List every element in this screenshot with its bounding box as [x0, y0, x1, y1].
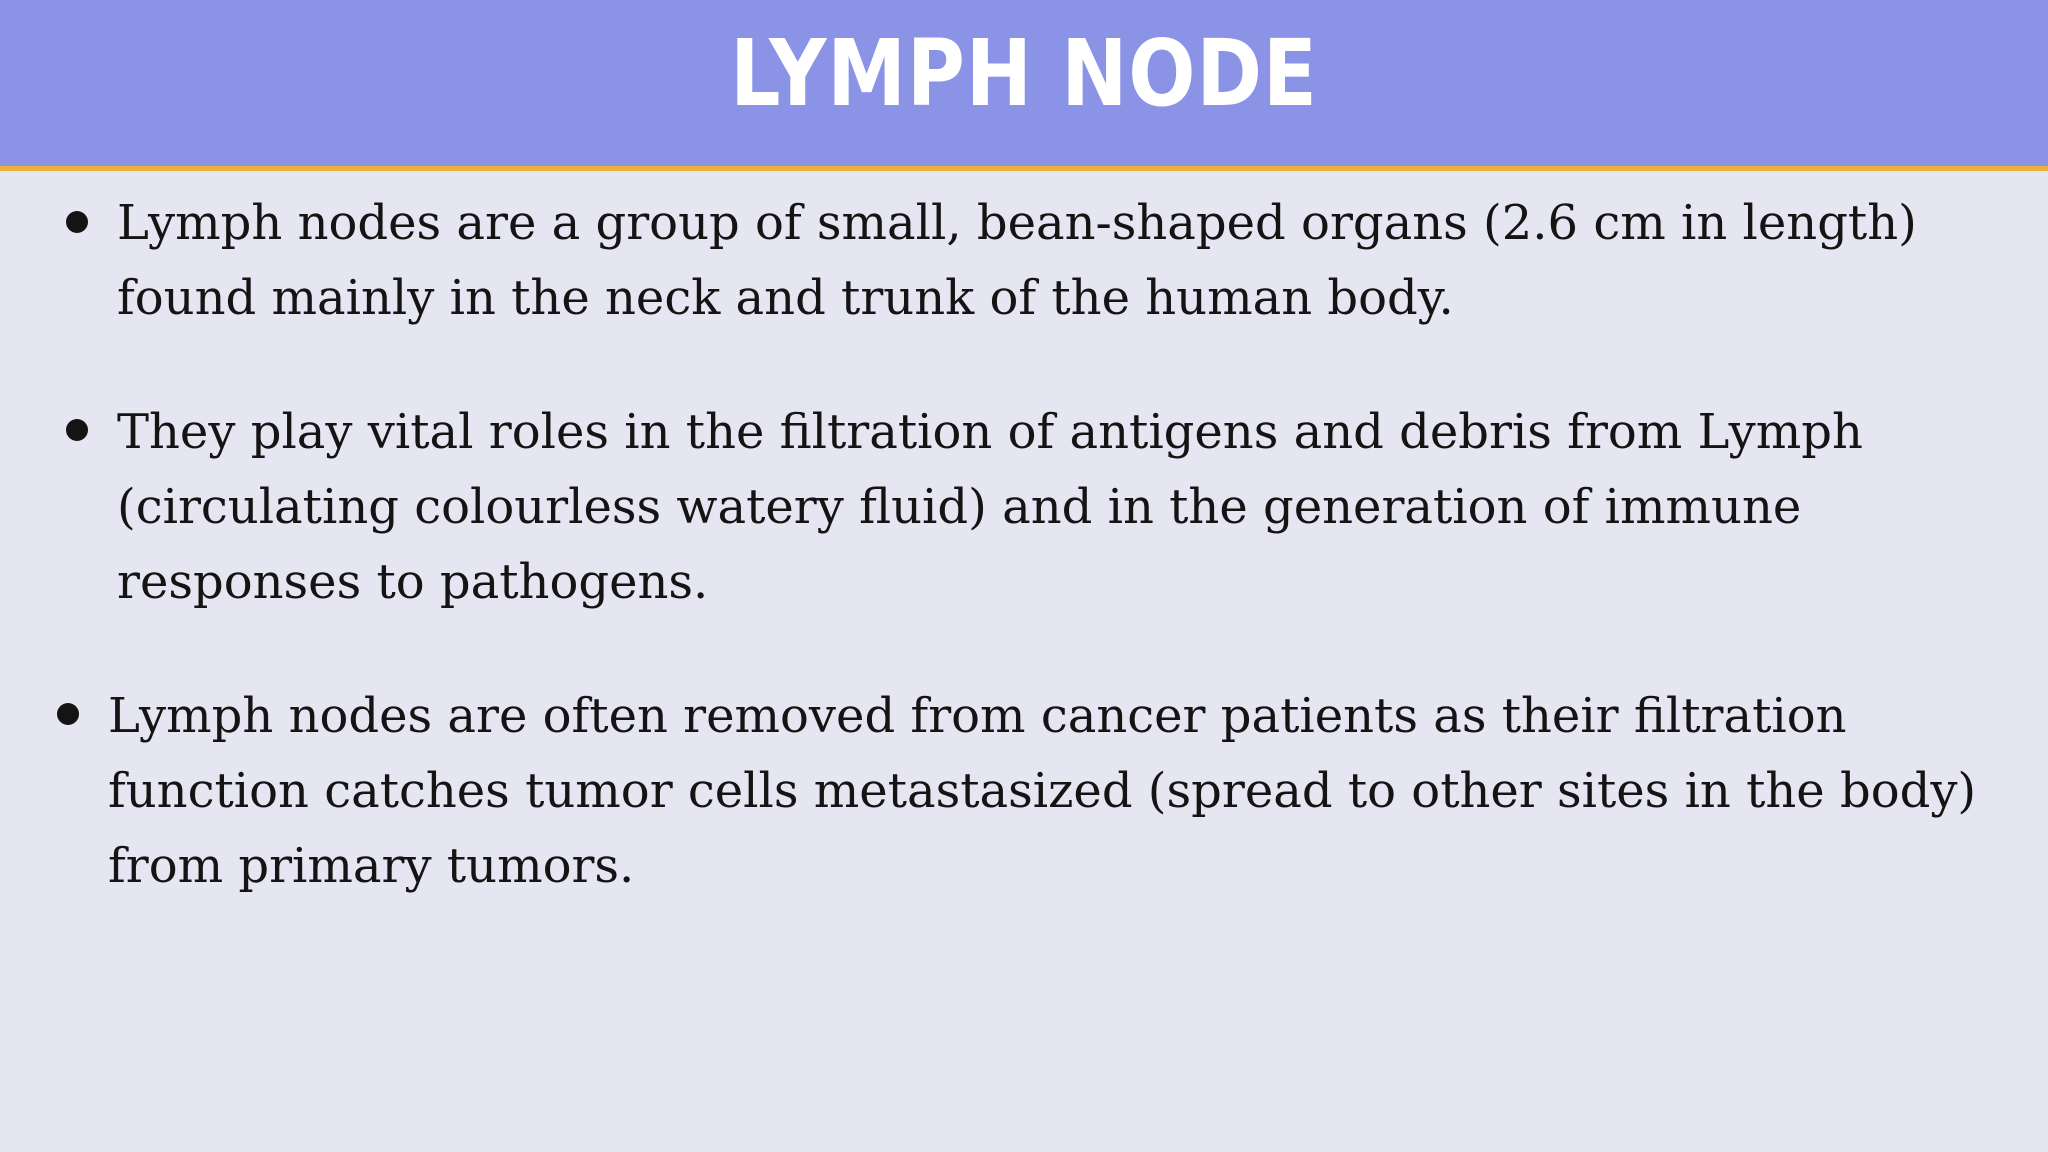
bullet-line: They play vital roles in the filtration of antigens and debris from Lymph — [117, 404, 1863, 460]
bullet-line: found mainly in the neck and trunk of the human body. — [117, 270, 1454, 326]
bullet-line: responses to pathogens. — [117, 554, 709, 610]
bullet-line: from primary tumors. — [108, 838, 635, 894]
bullet-line: Lymph nodes are often removed from cancer patients as their filtration — [108, 688, 1847, 744]
bullet-item-2 — [117, 395, 1863, 620]
bullet-line: Lymph nodes are a group of small, bean-shaped organs (2.6 cm in length) — [117, 195, 1917, 251]
title-divider — [0, 166, 2048, 171]
bullet-dot-icon — [66, 211, 88, 233]
slide-title: LYMPH NODE — [730, 20, 1318, 127]
bullet-item-3 — [108, 679, 1976, 904]
bullet-line: function catches tumor cells metastasized (spread to other sites in the body) — [108, 763, 1977, 819]
bullet-dot-icon — [66, 419, 88, 441]
bullet-line: (circulating colourless watery fluid) and in the generation of immune — [117, 479, 1802, 535]
title-bar — [0, 0, 2048, 166]
bullet-dot-icon — [57, 703, 79, 725]
bullet-item-1 — [117, 186, 1917, 336]
